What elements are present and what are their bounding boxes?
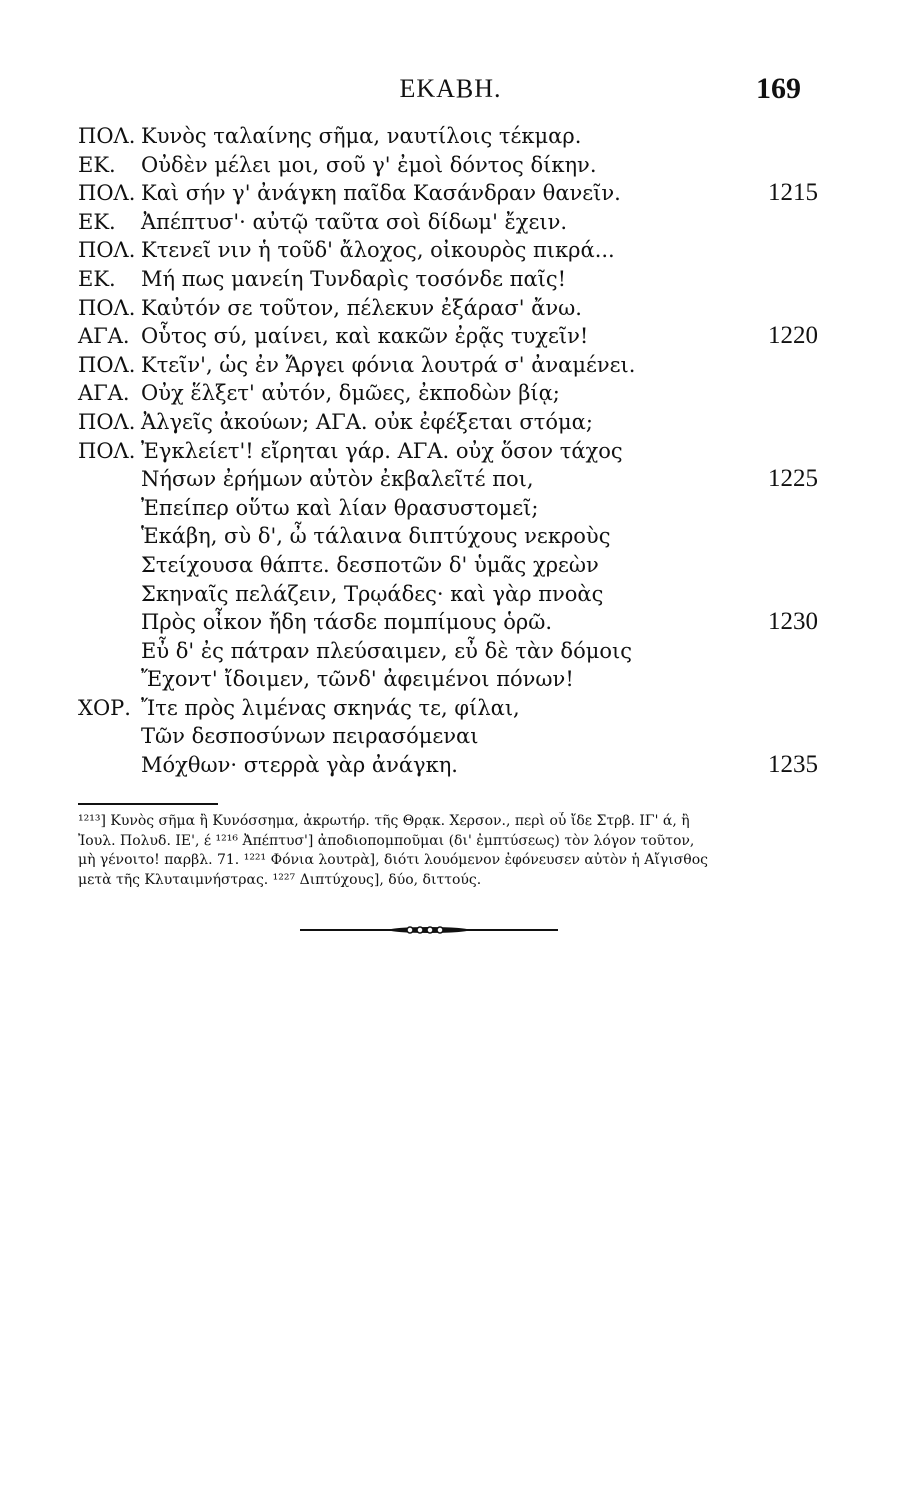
footnotes [78, 812, 818, 890]
page-number: 169 [756, 72, 801, 105]
verse-text: Ἀπέπτυσ'· αὐτῷ ταῦτα σοὶ δίδωμ' ἔχειν. [141, 209, 568, 234]
verse-text: Κτεῖν', ὡς ἐν Ἄργει φόνια λουτρά σ' ἀναμένει. [141, 352, 636, 377]
speaker-label: ΕΚ. [78, 266, 116, 291]
verse-line [78, 294, 818, 323]
footnote-line: μὴ γένοιτο! παρβλ. 71. ¹²²¹ Φόνια λουτρὰ], διότι λουόμενον ἐφόνευσεν αὐτὸν ἡ Αἴγισθος [78, 852, 708, 868]
verse-line [78, 494, 818, 523]
verse-line [78, 379, 818, 408]
speaker-label: ΠΟΛ. [78, 238, 136, 263]
footnote-rule [78, 803, 218, 805]
verse-text: Ἀλγεῖς ἀκούων; ΑΓΑ. οὐκ ἐφέξεται στόμα; [141, 409, 593, 434]
verse-line [78, 751, 818, 780]
verse-text: Κτενεῖ νιν ἡ τοῦδ' ἄλοχος, οἰκουρὸς πικρά... [141, 238, 615, 263]
verse-line [78, 151, 818, 180]
verse-text: Ἴτε πρὸς λιμένας σκηνάς τε, φίλαι, [141, 695, 520, 720]
verse-line [78, 179, 818, 208]
verse-block [78, 122, 818, 780]
speaker-label: ΠΟΛ. [78, 438, 136, 463]
verse-text: Ἐπείπερ οὕτω καὶ λίαν θρασυστομεῖ; [141, 495, 539, 520]
ornament-rule [300, 926, 558, 934]
verse-text: Οὐδὲν μέλει μοι, σοῦ γ' ἐμοὶ δόντος δίκην. [141, 152, 597, 177]
verse-text: Καὐτόν σε τοῦτον, πέλεκυν ἐξάρασ' ἄνω. [141, 295, 582, 320]
speaker-label: ΠΟΛ. [78, 409, 136, 434]
verse-line [78, 608, 818, 637]
running-title: ΕΚΑΒΗ. [399, 74, 502, 103]
speaker-label: ΧΟΡ. [78, 695, 131, 720]
verse-text: Μόχθων· στερρὰ γὰρ ἀνάγκη. [141, 753, 458, 778]
verse-text: Νήσων ἐρήμων αὐτὸν ἐκβαλεῖτέ ποι, [141, 467, 534, 492]
verse-text: Τῶν δεσποσύνων πειρασόμεναι [141, 724, 479, 749]
verse-line [78, 665, 818, 694]
speaker-label: ΠΟΛ. [78, 295, 136, 320]
footnote-line: μετὰ τῆς Κλυταιμνήστρας. ¹²²⁷ Διπτύχους], δύο, διττούς. [78, 871, 482, 888]
line-number: 1220 [768, 322, 818, 350]
verse-line [78, 694, 818, 723]
verse-line [78, 580, 818, 609]
verse-line [78, 208, 818, 237]
line-number: 1235 [768, 751, 818, 779]
speaker-label: ΠΟΛ. [78, 181, 136, 206]
speaker-label: ΕΚ. [78, 209, 116, 234]
footnote-line: Ἰουλ. Πολυδ. ΙΕ', έ ¹²¹⁶ Ἀπέπτυσ'] ἀποδιοπομποῦμαι (δι' ἐμπτύσεως) τὸν λόγον τοῦτον, [78, 832, 695, 849]
verse-text: Στείχουσα θάπτε. δεσποτῶν δ' ὑμᾶς χρεὼν [141, 552, 599, 577]
line-number: 1225 [768, 465, 818, 493]
verse-line [78, 522, 818, 551]
verse-text: Πρὸς οἶκον ἤδη τάσδε πομπίμους ὁρῶ. [141, 610, 553, 635]
verse-line [78, 437, 818, 466]
speaker-label: ΑΓΑ. [78, 381, 130, 406]
verse-text: Κυνὸς ταλαίνης σῆμα, ναυτίλοις τέκμαρ. [141, 124, 582, 148]
verse-line [78, 637, 818, 666]
verse-line [78, 551, 818, 580]
verse-text: Εὖ δ' ἐς πάτραν πλεύσαιμεν, εὖ δὲ τὰν δόμοις [141, 638, 633, 663]
verse-text: Ἔχοντ' ἴδοιμεν, τῶνδ' ἀφειμένοι πόνων! [141, 667, 574, 692]
verse-line [78, 265, 818, 294]
verse-text: Οὗτος σύ, μαίνει, καὶ κακῶν ἐρᾷς τυχεῖν! [141, 324, 589, 349]
speaker-label: ΑΓΑ. [78, 324, 130, 349]
verse-text: Ἑκάβη, σὺ δ', ὦ τάλαινα διπτύχους νεκροὺς [141, 524, 611, 549]
verse-line [78, 722, 818, 751]
verse-line [78, 122, 818, 151]
speaker-label: ΠΟΛ. [78, 352, 136, 377]
verse-text: Καὶ σήν γ' ἀνάγκη παῖδα Κασάνδραν θανεῖν. [141, 181, 621, 206]
line-number: 1215 [768, 179, 818, 207]
line-number: 1230 [768, 608, 818, 636]
verse-text: Σκηναῖς πελάζειν, Τρῳάδες· καὶ γὰρ πνοὰς [141, 581, 604, 606]
speaker-label: ΕΚ. [78, 152, 116, 177]
verse-text: Μή πως μανείη Τυνδαρὶς τοσόνδε παῖς! [141, 266, 567, 291]
verse-line [78, 351, 818, 380]
speaker-label: ΠΟΛ. [78, 124, 136, 148]
footnote-line: ¹²¹³] Κυνὸς σῆμα ἢ Κυνόσσημα, ἀκρωτήρ. τῆς Θρᾳκ. Χερσον., περὶ οὗ ἴδε Στρβ. ΙΓ' ά, ἢ [78, 813, 690, 829]
page-header [0, 72, 901, 108]
verse-line [78, 465, 818, 494]
verse-text: Οὐχ ἕλξετ' αὐτόν, δμῶες, ἐκποδὼν βίᾳ; [141, 381, 560, 406]
verse-line [78, 322, 818, 351]
verse-text: Ἐγκλείετ'! εἴρηται γάρ. ΑΓΑ. οὐχ ὅσον τάχος [141, 438, 623, 463]
verse-line [78, 236, 818, 265]
verse-line [78, 408, 818, 437]
